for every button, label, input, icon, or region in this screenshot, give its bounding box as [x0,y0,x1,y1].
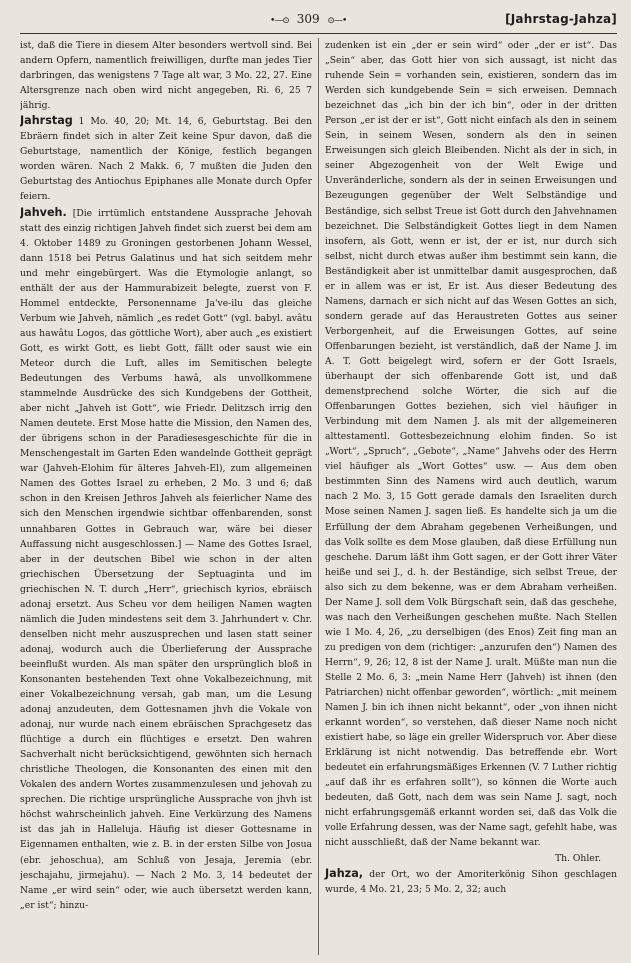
ornament-left: •—⊙ [270,16,289,26]
lemma-jahrstag: Jahrstag [20,114,73,128]
entry-jahrstag [20,113,312,204]
entry-jahza-text: der Ort, wo der Amoriterkönig Sihon geschlagen wurde, 4 Mo. 21, 23; 5 Mo. 2, 32; auch [325,868,617,895]
lemma-jahza: Jahza, [325,866,363,880]
page-number: 309 [296,12,320,26]
article-author: Th. Ohler. [554,852,601,864]
header-rule [20,33,617,34]
ornament-right: ⊙—• [327,16,347,26]
entry-jahrstag-text: 1 Mo. 40, 20; Mt. 14, 6, Geburtstag. Bei den Ebräern findet sich in alter Zeit keine Spur davon, daß die Geburtstage, namentlich der Könige, festlich begangen worden wären. Nach 2 Makk. 6, 7 mußten die Juden den Geburtstag des Antiochus Epiphanes alle Monate durch Opfer feiern. [20,116,312,203]
running-head: [Jahrstag-Jahza] [505,12,617,26]
entry-jahveh-continued: zudenken ist ein „der er sein wird“ oder „der er ist“. Das „Sein“ aber, das Gott hier von sich aussagt, ist nicht das ruhende Sein = vorhanden sein, existieren, sondern das im Werden sich kundgebende Sein = sich erweisen. Demnach bezeichnet das „ich bin der ich bin“, oder in der dritten Person „er ist der er ist“, Gott nicht einfach als den in seinem Sein, in seinem Wesen, sondern als den in seinen Erweisungen sich gleich Bleibenden. Nicht als der in sich, in seiner Abgezogenheit von der Welt Ewige und Unveränderliche, sondern als der in seinen Erweisungen und Bezeugungen gegenüber der Welt Selbständige und Beständige, sich selbst Treue ist Gott durch den Jahvehnamen bezeichnet. Die Selbständigkeit Gottes liegt in dem Namen insofern, als Gott, wenn er ist, der er ist, nur durch sich selbst, nicht durch etwas außer ihm bestimmt sein kann, die Beständigkeit aber ist unmittelbar damit ausgesprochen, daß er in allem was er ist, Er ist. Aus dieser Bedeutung des Namens, darnach er sich nicht auf das Wesen Gottes an sich, sondern gerade auf das Heraustreten Gottes aus seiner Verborgenheit, auf die Erweisungen Gottes, auf seine Offenbarungen bezieht, ist verständlich, daß der Name J. im A. T. Gott beigelegt wird, sofern er der Gott Israels, überhaupt der sich offenbarende Gott ist, und daß demenstprechend solche Wörter, die sich auf die Offenbarungen Gottes beziehen, sich viel häufiger in Verbindung mit dem Namen J. als mit der allgemeineren alttestamentl. Gottesbezeichnung elohim finden. So ist „Wort“, „Spruch“, „Gebote“, „Name“ Jahvehs oder des Herrn viel häufiger als „Wort Gottes“ usw. — Aus dem oben bestimmten Sinn des Namens wird auch deutlich, warum nach 2 Mo. 3, 15 Gott gerade damals den Israeliten durch Mose seinen Namen J. sagen ließ. Es handelte sich ja um die Erfüllung der dem Abraham gegebenen Verheißungen, und das Volk sollte es dem Mose glauben, daß diese Erfüllung nun geschehe. Darum läßt ihm Gott sagen, er der Gott ihrer Väter heiße und sei J., d. h. der Beständige, sich selbst Treue, der also sich zu dem bekenne, was er dem Abraham verheißen. Der Name J. soll dem Volk Bürgschaft sein, daß das geschehe, was nach den Verheißungen geschehen mußte. Nach Stellen wie 1 Mo. 4, 26, „zu derselbigen (des Enos) Zeit fing man an zu predigen von dem (richtiger: „anzurufen den“) Namen des Herrn“, 9, 26; 12, 8 ist der Name J. uralt. Müßte man nun die Stelle 2 Mo. 6, 3: „mein Name Herr (Jahveh) ist ihnen (den Patriarchen) nicht offenbar geworden“, wörtlich: „mit meinem Namen J. bin ich ihnen nicht bekannt“, oder „von ihnen nicht erkannt worden“, so verstehen, daß dieser Name noch nicht existiert habe, so läge ein greller Widerspruch vor. Aber diese Erklärung ist nicht notwendig. Das betreffende ebr. Wort bedeutet ein erfahrungsmäßiges Erkennen (V. 7 Luther richtig „auf daß ihr es erfahren sollt“), so können die Worte auch bedeuten, daß Gott, nach dem was sein Name J. sagt, noch nicht erfahrungsgemäß erkannt worden sei, daß das Volk die volle Erfahrung dessen, was der Name sagt, gefehlt habe, was nicht ausschließt, daß der Name bekannt war. [325,40,617,849]
left-column [20,38,319,955]
paragraph-continuation: ist, daß die Tiere in diesem Alter besonders wertvoll sind. Bei andern Opfern, namentlich freiwilligen, durfte man jedes Tier darbringen, das wenigstens 7 Tage alt war, 3 Mo. 22, 27. Eine Altersgrenze nach oben wird nicht angegeben, Ri. 6, 25 7 jährig. [20,40,312,112]
lemma-jahveh: Jahveh. [20,205,67,219]
entry-jahveh-text: [Die irrtümlich entstandene Aussprache Jehovah statt des einzig richtigen Jahveh findet sich zuerst bei dem am 4. Oktober 1489 zu Groningen gestorbenen Johann Wessel, dann 1518 bei Petrus Galatinus und hat sich seitdem mehr und mehr eingebürgert. Was die Etymologie anlangt, so enthält der aus der Hammurabizeit belegte, zuerst von F. Hommel entdeckte, Personenname Ja've-ilu das gleiche Verbum wie Jahveh, nämlich „es redet Gott“ (vgl. babyl. avâtu aus hawâtu Logos, das göttliche Wort), aber auch „es existiert Gott, es wirkt Gott, es liebt Gott, fällt oder saust wie ein Meteor durch die Luft, alles im Semitischen belegte Bedeutungen des Verbums hawâ, als unvollkommene stammelnde Ausdrücke des sich Kundgebens der Gottheit, aber nicht „Jahveh ist Gott“, wie Friedr. Delitzsch irrig den Namen deutete. Erst Mose hatte die Mission, den Namen des, der übrigens schon in der Paradiesesgeschichte für die in Menschengestalt im Garten Eden wandelnde Gottheit geprägt war (Jahveh-Elohim für älteres Jahveh-El), zum allgemeinen Namen des Gottes Israel zu erheben, 2 Mo. 3 und 6; daß schon in den Kreisen Jethros Jahveh als feierlicher Name des sich den Menschen irgendwie sichtbar offenbarenden, sonst unnahbaren Gottes in Gebrauch war, wäre bei dieser Auffassung nicht ausgeschlossen.] — Name des Gottes Israel, aber in der deutschen Bibel wie schon in der alten griechischen Übersetzung der Septuaginta und im griechischen N. T. durch „Herr“, griechisch kyrios, ebräisch adonaj ersetzt. Aus Scheu vor dem heiligen Namen wagten nämlich die Juden mindestens seit dem 3. Jahrhundert v. Chr. denselben nicht mehr auszusprechen und lasen statt seiner adonaj, wodurch auch die Überlieferung der Aussprache beeinflußt wurden. Als man später den ursprünglich bloß in Konsonanten bestehenden Text ohne Vokalbezeichnung, mit einer Vokalbezeichnung versah, gab man, um die Lesung adonaj anzudeuten, dem Gottesnamen jhvh die Vokale von adonaj, nur wurde nach einem ebräischen Sprachgesetz das flüchtige a durch ein flüchtiges e ersetzt. Den wahren Sachverhalt nicht berücksichtigend, gewöhnten sich hernach christliche Theologen, die Konsonanten des einen mit den Vokalen des andern Wortes zusammenzulesen und jehovah zu sprechen. Die richtige ursprüngliche Aussprache von jhvh ist höchst wahrscheinlich jahveh. Eine Verkürzung des Namens ist das jah in Halleluja. Häufig ist dieser Gottesname in Eigennamen enthalten, wie z. B. in der ersten Silbe von Josua (ebr. jehoschua), am Schluß von Jesaja, Jeremia (ebr. jeschajahu, jirmejahu). — Nach 2 Mo. 3, 14 bedeutet der Name „er wird sein“ oder, wie auch übersetzt werden kann, „er ist“; hinzu- [20,207,312,911]
page-header [20,10,617,30]
entry-jahza [325,866,617,897]
right-column [319,38,617,955]
page-number-block [270,10,346,30]
text-columns [20,38,617,955]
entry-jahveh [20,205,312,913]
